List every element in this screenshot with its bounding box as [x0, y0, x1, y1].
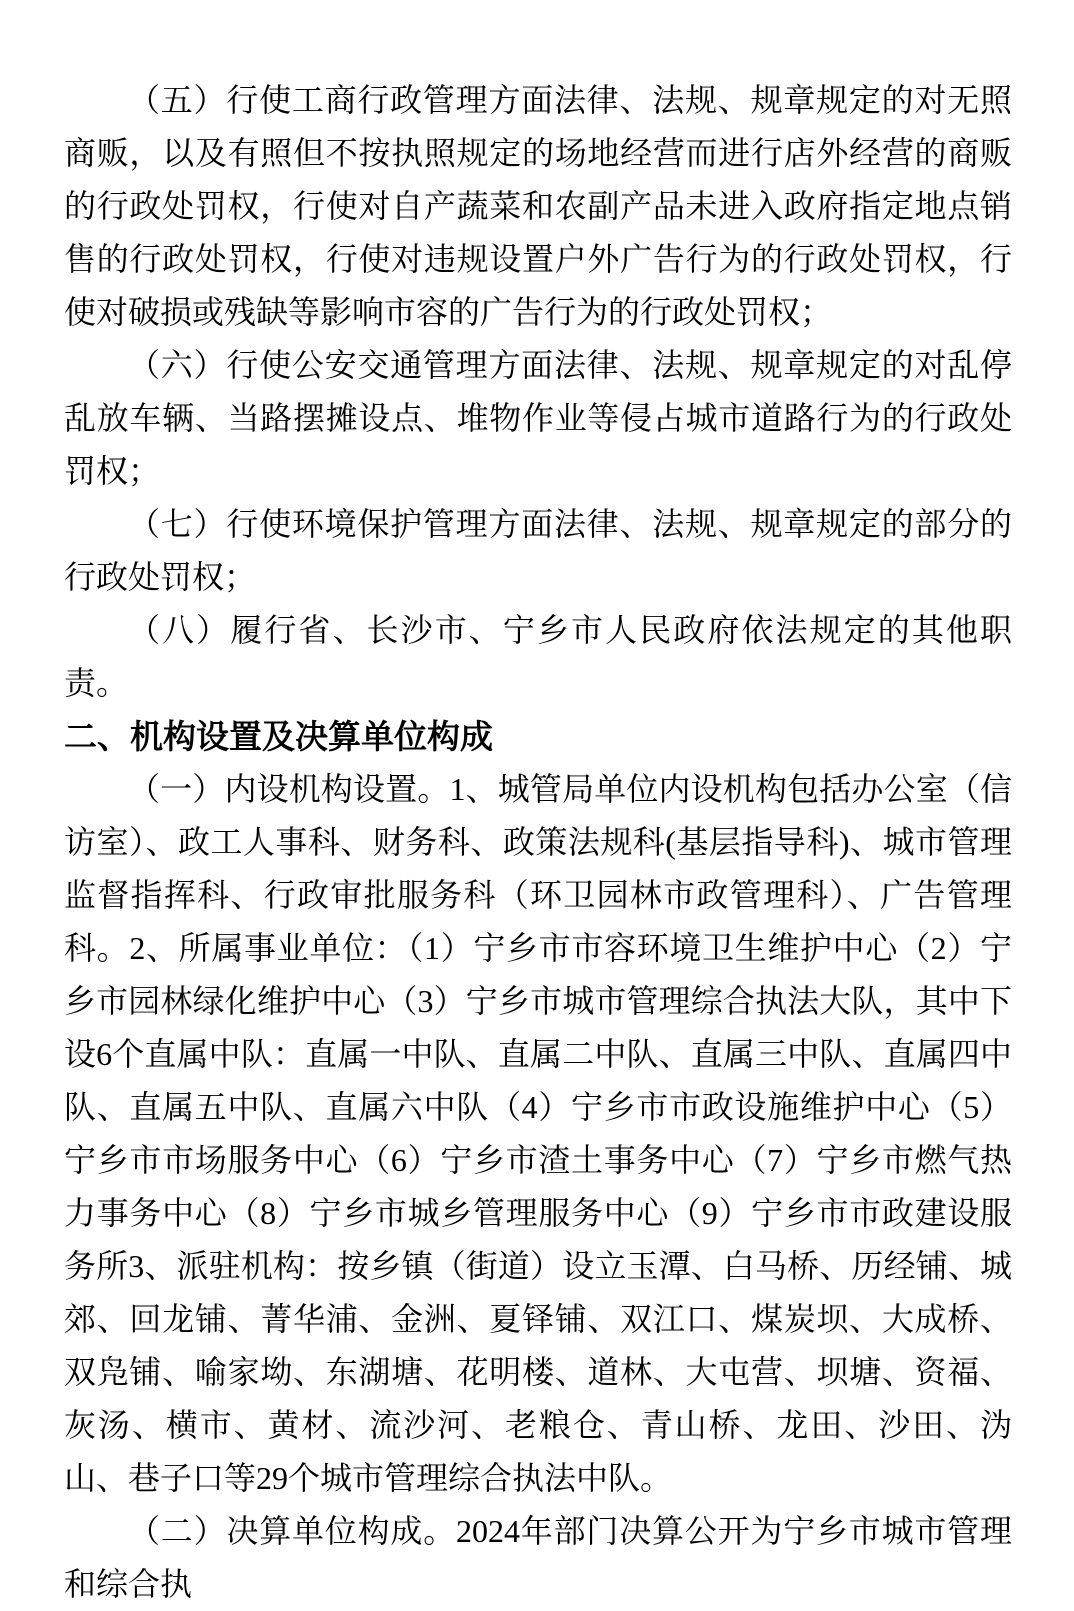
document-paragraph: （七）行使环境保护管理方面法律、法规、规章规定的部分的行政处罚权；: [64, 506, 1012, 595]
document-paragraph: （五）行使工商行政管理方面法律、法规、规章规定的对无照商贩，以及有照但不按执照规定的场地经营而进行店外经营的商贩的行政处罚权，行使对自产蔬菜和农副产品未进入政府指定地点销售的行政处罚权，行使对违规设置户外广告行为的行政处罚权，行使对破损或残缺等影响市容的广告行为的行政处罚权；: [64, 82, 1012, 330]
document-body: [64, 74, 1012, 1611]
document-paragraph: （二）决算单位构成。2024年部门决算公开为宁乡市城市管理和综合执: [64, 1513, 1012, 1602]
document-paragraph: （一）内设机构设置。1、城管局单位内设机构包括办公室（信访室）、政工人事科、财务科、政策法规科(基层指导科)、城市管理监督指挥科、行政审批服务科（环卫园林市政管理科）、广告管理科。2、所属事业单位：（1）宁乡市市容环境卫生维护中心（2）宁乡市园林绿化维护中心（3）宁乡市城市管理综合执法大队，其中下设6个直属中队：直属一中队、直属二中队、直属三中队、直属四中队、直属五中队、直属六中队（4）宁乡市市政设施维护中心（5）宁乡市市场服务中心（6）宁乡市渣土事务中心（7）宁乡市燃气热力事务中心（8）宁乡市城乡管理服务中心（9）宁乡市市政建设服务所3、派驻机构：按乡镇（街道）设立玉潭、白马桥、历经铺、城郊、回龙铺、菁华浦、金洲、夏铎铺、双江口、煤炭坝、大成桥、双凫铺、喻家坳、东湖塘、花明楼、道林、大屯营、坝塘、资福、灰汤、横市、黄材、流沙河、老粮仓、青山桥、龙田、沙田、沩山、巷子口等29个城市管理综合执法中队。: [64, 771, 1012, 1496]
document-paragraph: （八）履行省、长沙市、宁乡市人民政府依法规定的其他职责。: [64, 612, 1012, 701]
section-heading: 二、机构设置及决算单位构成: [64, 718, 493, 755]
document-paragraph: （六）行使公安交通管理方面法律、法规、规章规定的对乱停乱放车辆、当路摆摊设点、堆物作业等侵占城市道路行为的行政处罚权；: [64, 347, 1012, 489]
